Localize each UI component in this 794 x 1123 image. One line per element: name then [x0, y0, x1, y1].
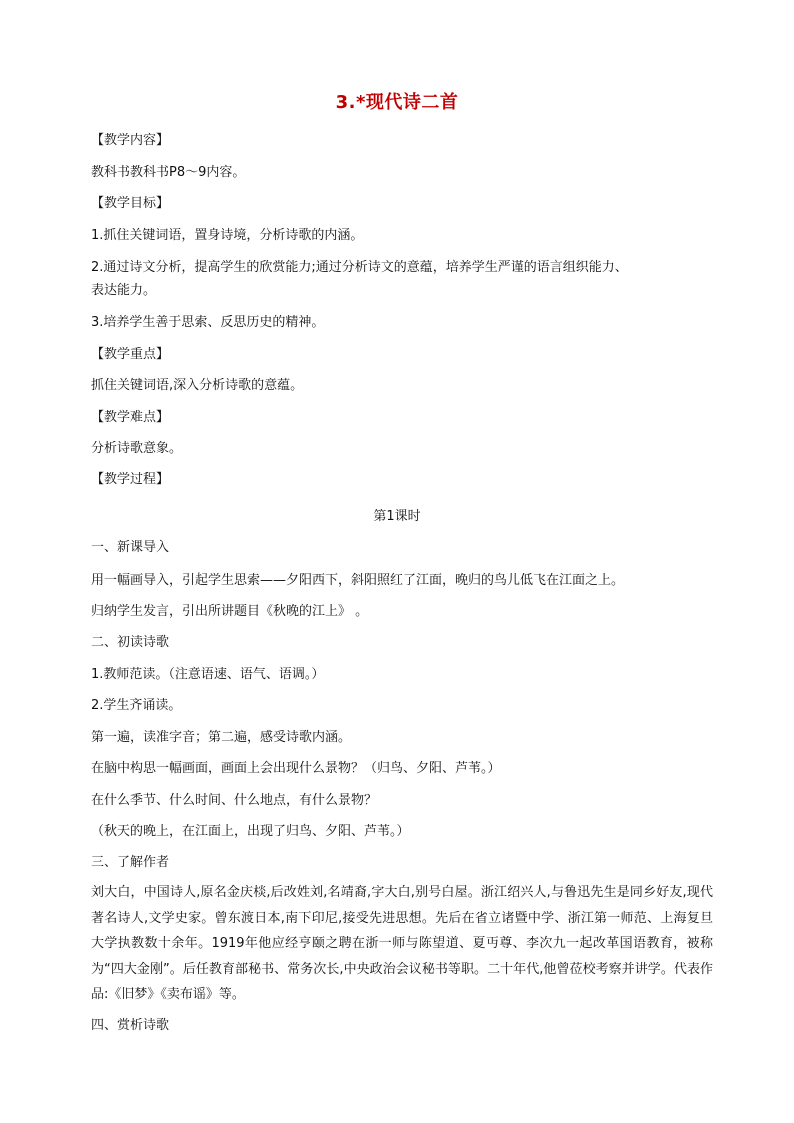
- page-title: 3.*现代诗二首: [335, 92, 459, 113]
- step-1-heading: 一、新课导入: [91, 540, 170, 555]
- step-2-heading: 二、初读诗歌: [91, 635, 170, 650]
- step-4-heading: 四、赏析诗歌: [91, 1018, 170, 1033]
- step-2-item-2: 2.学生齐诵读。: [91, 698, 182, 713]
- section-heading-goals: 【教学目标】: [91, 196, 170, 211]
- section-heading-content: 【教学内容】: [91, 133, 170, 148]
- section-heading-difficulties: 【教学难点】: [91, 410, 170, 425]
- period-heading: 第1课时: [373, 509, 421, 524]
- goal-item-3: 3.培养学生善于思索、反思历史的精神。: [91, 315, 325, 330]
- step-2-paragraph-5: 在什么季节、什么时间、什么地点，有什么景物？: [91, 793, 378, 808]
- step-1-paragraph-2: 归纳学生发言，引出所讲题目《秋晚的江上》 。: [91, 604, 369, 619]
- goal-item-1: 1.抓住关键词语，置身诗境，分析诗歌的内涵。: [91, 228, 364, 243]
- step-2-paragraph-6: （秋天的晚上，在江面上，出现了归鸟、夕阳、芦苇。）: [91, 824, 410, 839]
- step-1-paragraph-1: 用一幅画导入，引起学生思索——夕阳西下，斜阳照红了江面，晚归的鸟儿低飞在江面之上。: [91, 573, 625, 588]
- step-2-paragraph-3: 第一遍，读准字音；第二遍，感受诗歌内涵。: [91, 730, 352, 745]
- step-3-heading: 三、了解作者: [91, 855, 170, 870]
- section-heading-key-points: 【教学重点】: [91, 347, 170, 362]
- goal-item-2-line-2: 表达能力。: [91, 283, 157, 298]
- step-2-paragraph-4: 在脑中构思一幅画面，画面上会出现什么景物？（归鸟、夕阳、芦苇。）: [91, 761, 501, 776]
- section-heading-process: 【教学过程】: [91, 472, 170, 487]
- goal-item-2-line-1: 2.通过诗文分析，提高学生的欣赏能力;通过分析诗文的意蕴，培养学生严谨的语言组织能力、: [91, 260, 628, 275]
- author-bio-paragraph: 刘大白，中国诗人,原名金庆棪,后改姓刘,名靖裔,字大白,别号白屋。浙江绍兴人,与鲁迅先生是同乡好友,现代著名诗人,文学史家。曾东渡日本,南下印尼,接受先进思想。先后在省立诸暨中学、浙江第一师范、上海复旦大学执教数十余年。1919年他应经亨颐之聘在浙一师与陈望道、夏丏尊、李次九一起改革国语教育，被称为“四大金刚”。后任教育部秘书、常务次长,中央政治会议秘书等职。二十年代,他曾莅校考察并讲学。代表作品:《旧梦》《卖布谣》等。: [91, 885, 713, 1002]
- difficulties-text: 分析诗歌意象。: [91, 441, 183, 456]
- key-points-text: 抓住关键词语,深入分析诗歌的意蕴。: [91, 378, 304, 393]
- content-text: 教科书教科书P8～9内容。: [91, 165, 246, 180]
- step-2-item-1: 1.教师范读。（注意语速、语气、语调。）: [91, 667, 325, 682]
